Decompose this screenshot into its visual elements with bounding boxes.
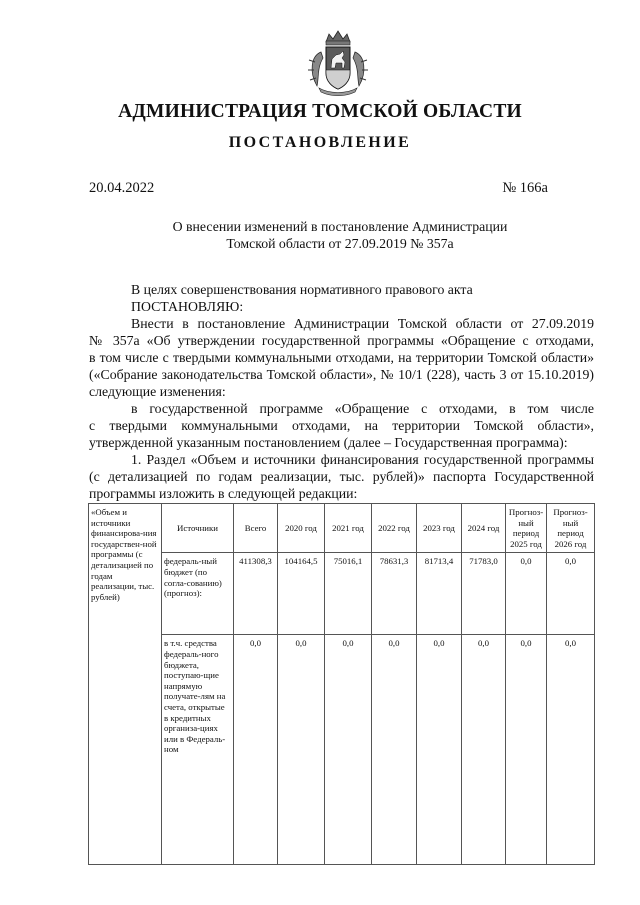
subject-line: О внесении изменений в постановление Администрации <box>172 219 508 234</box>
table-value-cell: 78631,3 <box>372 553 417 635</box>
body-line: 1. Раздел «Объем и источники финансирования государственной программы <box>131 452 594 467</box>
body-line: следующие изменения: <box>89 384 226 399</box>
table-value-cell: 81713,4 <box>417 553 462 635</box>
tomsk-region-coat-of-arms-icon <box>299 28 377 98</box>
table-header-cell: Прогноз-ный период 2025 год <box>506 504 547 553</box>
table-header-cell: 2021 год <box>325 504 372 553</box>
subject-line: Томской области от 27.09.2019 № 357а <box>226 236 454 251</box>
table-value-cell: 75016,1 <box>325 553 372 635</box>
body-line: в государственной программе «Обращение с отходами, в том числе <box>131 401 594 416</box>
document-date: 20.04.2022 <box>89 180 155 196</box>
table-header-cell: 2022 год <box>372 504 417 553</box>
table-value-cell: 0,0 <box>547 635 595 865</box>
body-line: № 357а «Об утверждении государственной программы «Обращение с отходами, <box>89 333 594 348</box>
table-value-cell: 0,0 <box>417 635 462 865</box>
body-line: с твердыми коммунальными отходами, на территории Томской области», <box>89 418 594 433</box>
table-header-cell: Прогноз-ный период 2026 год <box>547 504 595 553</box>
table-header-cell: Всего <box>234 504 278 553</box>
table-value-cell: 104164,5 <box>278 553 325 635</box>
table-value-cell: 0,0 <box>547 553 595 635</box>
organization-name: АДМИНИСТРАЦИЯ ТОМСКОЙ ОБЛАСТИ <box>118 101 522 122</box>
body-line: в том числе с твердыми коммунальными отходами, на территории Томской области» <box>89 350 594 365</box>
body-line: утвержденной указанным постановлением (далее – Государственная программа): <box>89 435 568 450</box>
table-source-cell: федераль-ный бюджет (по согла-сованию) (прогноз): <box>162 553 234 635</box>
table-header-cell: Источники <box>162 504 234 553</box>
table-row <box>89 635 595 865</box>
financing-table <box>88 503 595 865</box>
body-line: ПОСТАНОВЛЯЮ: <box>131 299 244 314</box>
table-source-cell: в т.ч. средства федераль-ного бюджета, поступаю-щие напрямую получате-лям на счета, открытые в кредитных организа-циях или в Федераль-ном <box>162 635 234 865</box>
table-row-title: «Объем и источники финансирова-ния государствен-ной программы (с детализацией по годам реализации, тыс. рублей) <box>89 504 162 865</box>
document-number: № 166а <box>502 180 548 196</box>
table-row <box>89 553 595 635</box>
table-value-cell: 0,0 <box>234 635 278 865</box>
table-header-cell: 2023 год <box>417 504 462 553</box>
body-line: («Собрание законодательства Томской области», № 10/1 (228), часть 3 от 15.10.2019) <box>89 367 594 382</box>
table-value-cell: 71783,0 <box>462 553 506 635</box>
table-value-cell: 0,0 <box>278 635 325 865</box>
body-line: Внести в постановление Администрации Томской области от 27.09.2019 <box>131 316 594 331</box>
table-header-row <box>89 504 595 553</box>
body-line: программы изложить в следующей редакции: <box>89 486 358 501</box>
body-line: (с детализацией по годам реализации, тыс. рублей)» паспорта Государственной <box>89 469 594 484</box>
table-header-cell: 2024 год <box>462 504 506 553</box>
table-value-cell: 0,0 <box>372 635 417 865</box>
document-type: ПОСТАНОВЛЕНИЕ <box>228 134 412 151</box>
table-value-cell: 0,0 <box>325 635 372 865</box>
table-value-cell: 0,0 <box>462 635 506 865</box>
table-header-cell: 2020 год <box>278 504 325 553</box>
table-value-cell: 0,0 <box>506 553 547 635</box>
body-line: В целях совершенствования нормативного правового акта <box>131 282 473 297</box>
table-value-cell: 0,0 <box>506 635 547 865</box>
document-subject <box>150 218 530 252</box>
table-value-cell: 411308,3 <box>234 553 278 635</box>
